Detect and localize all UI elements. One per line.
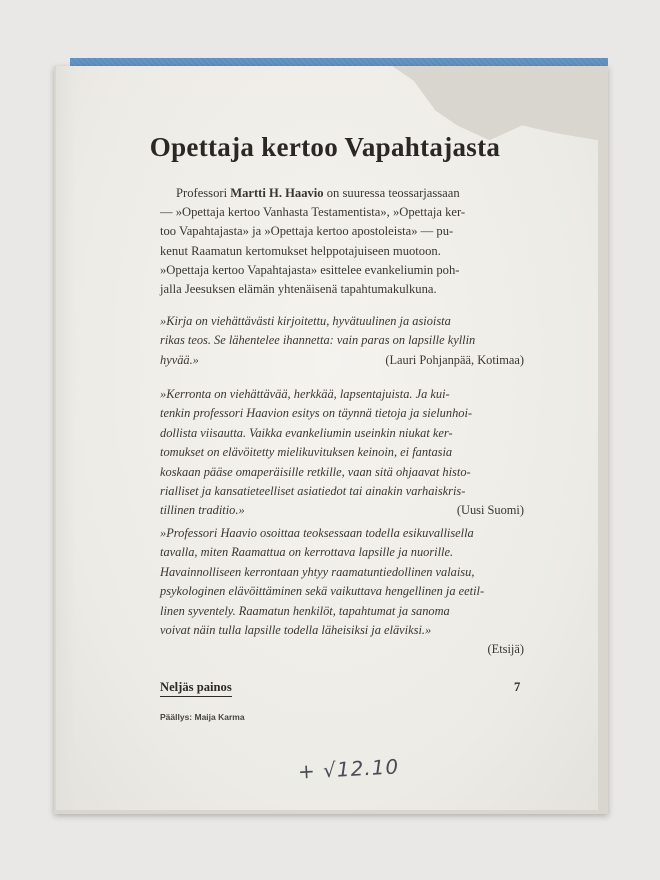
quote-line: tenkin professori Haavion esitys on täynnä tietoja ja sielunhoi- <box>160 406 473 421</box>
author-name: Martti H. Haavio <box>230 186 324 200</box>
signature-number: 7 <box>514 680 521 694</box>
cover-credit: Päällys: Maija Karma <box>160 712 245 722</box>
jacket-fold <box>56 66 76 810</box>
intro-line: jalla Jeesuksen elämän yhtenäisenä tapahtumakulkuna. <box>160 282 437 297</box>
intro-line: kenut Raamatun kertomukset helppotajuiseen muotoon. <box>160 243 441 258</box>
quote-source: (Lauri Pohjanpää, Kotimaa) <box>385 352 524 367</box>
edition-label: Neljäs painos <box>160 680 232 697</box>
intro-line: — »Opettaja kertoo Vanhasta Testamentista», »Opettaja ker- <box>160 205 466 220</box>
quote-line: tillinen traditio.» (Uusi Suomi) <box>160 501 524 520</box>
quote-line: linen syventely. Raamatun henkilöt, tapahtumat ja sanoma <box>160 603 450 618</box>
quote-line: hyvää.» (Lauri Pohjanpää, Kotimaa) <box>160 351 524 370</box>
book-title: Opettaja kertoo Vapahtajasta <box>149 132 501 162</box>
quote-line: »Professori Haavio osoittaa teoksessaan todella esikuvallisella <box>160 526 474 540</box>
intro-line: »Opettaja kertoo Vapahtajasta» esittelee evankeliumin poh- <box>160 262 460 277</box>
quote-line: rikas teos. Se lähentelee ihannetta: vain paras on lapsille kyllin <box>160 333 476 348</box>
intro-line: Professori Martti H. Haavio on suuressa teossarjassaan <box>176 186 460 200</box>
quote-line: koskaan pääse omaperäisille retkille, vaan sitä ohjaavat histo- <box>160 464 471 479</box>
handwritten-price: + √12.10 <box>297 754 400 784</box>
review-quote-1 <box>160 312 524 370</box>
quote-line: Havainnolliseen kerrontaan yhtyy raamatuntiedollinen valaisu, <box>160 564 475 579</box>
quote-line: tavalla, miten Raamattua on kerrottava lapsille ja nuorille. <box>160 545 454 560</box>
intro-paragraph <box>160 184 524 299</box>
quote-line: dollista viisautta. Vaikka evankeliumin useinkin niukat ker- <box>160 425 453 440</box>
quote-source: (Uusi Suomi) <box>456 503 524 518</box>
quote-source: (Etsijä) <box>487 642 524 657</box>
quote-line: psykologinen elävöittäminen sekä vaikuttava hengellinen ja eetil- <box>160 584 485 599</box>
quote-line: tomukset on elävöitetty mielikuvituksen keinoin, ei fantasia <box>160 445 453 460</box>
review-quote-3 <box>160 524 524 660</box>
quote-line: »Kerronta on viehättävää, herkkää, lapsentajuista. Ja kui- <box>160 387 450 401</box>
quote-line: rialliset ja kansatieteelliset asiatiedot tai ainakin varhaiskris- <box>160 484 466 499</box>
quote-line: »Kirja on viehättävästi kirjoitettu, hyvätuulinen ja asioista <box>160 314 451 328</box>
intro-line: too Vapahtajasta» ja »Opettaja kertoo apostoleista» — pu- <box>160 224 454 239</box>
review-quote-2 <box>160 385 524 521</box>
quote-line: voivat näin tulla lapsille todella läheisiksi ja eläviksi.» <box>160 623 432 638</box>
